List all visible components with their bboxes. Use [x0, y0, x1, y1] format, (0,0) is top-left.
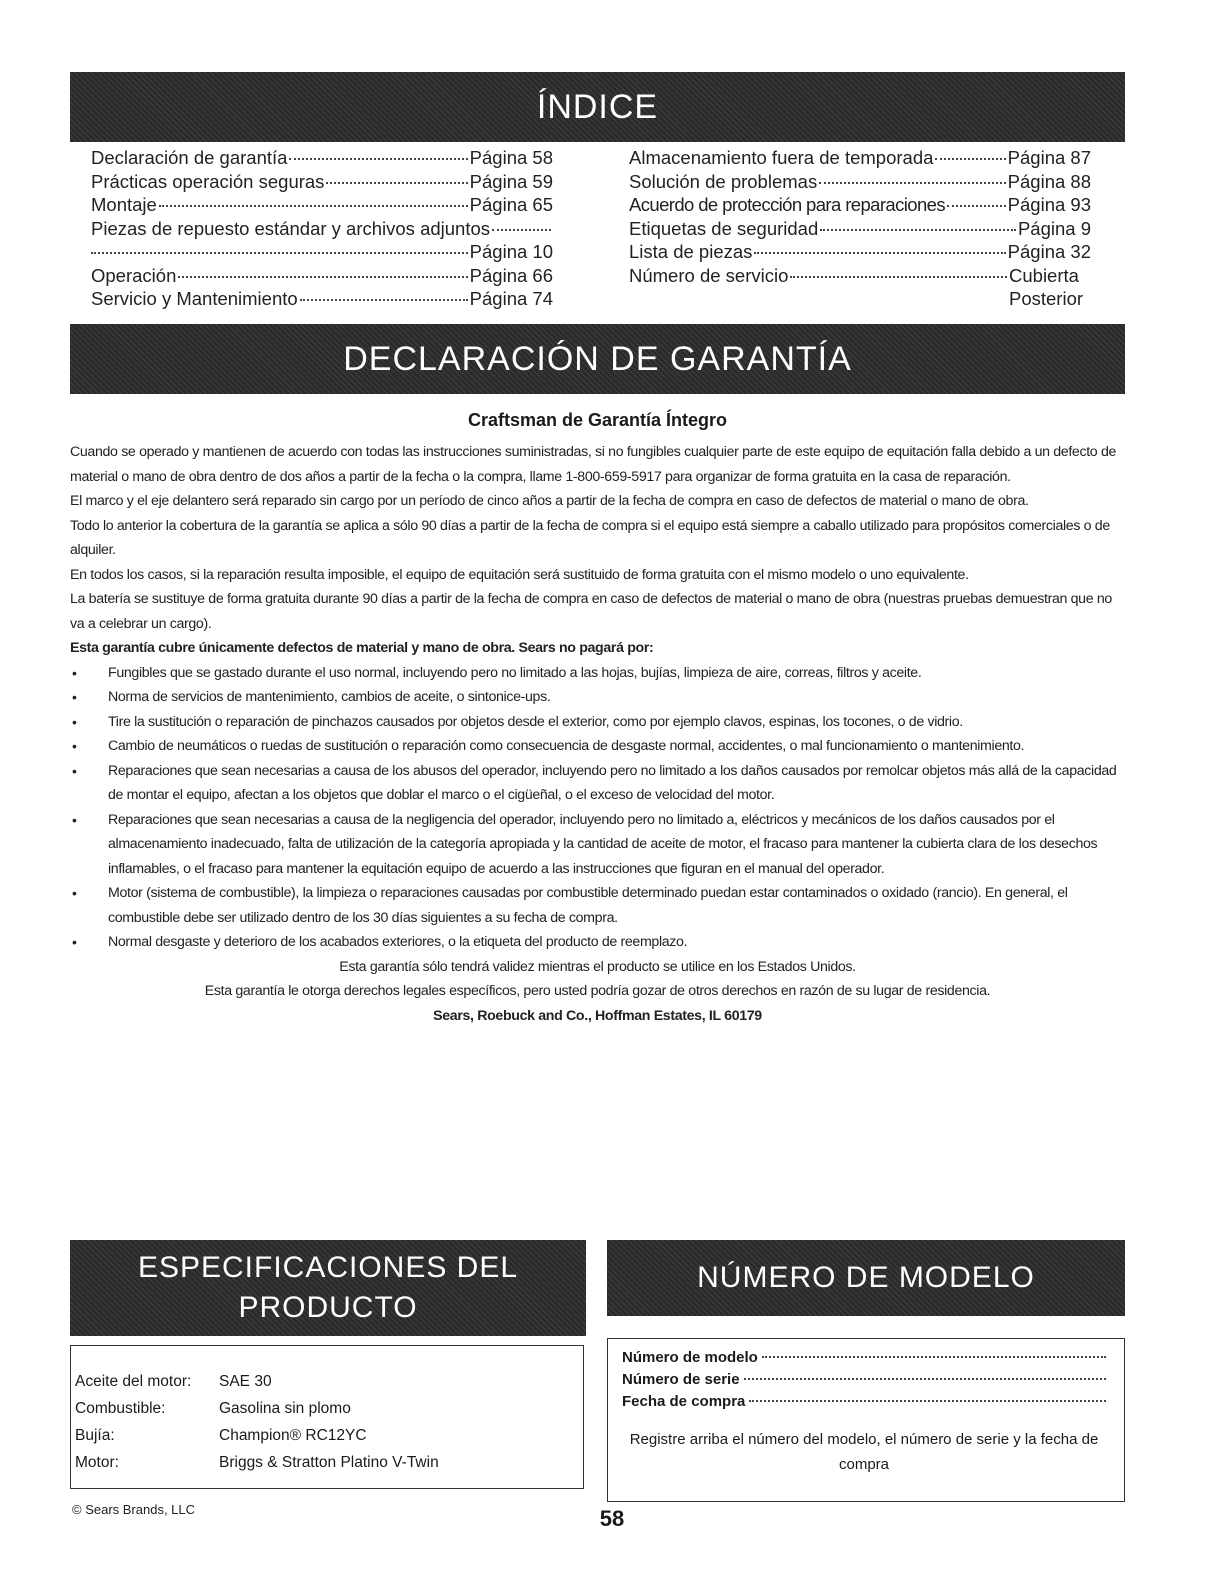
toc-page: Página 88	[1007, 170, 1091, 192]
toc-item[interactable]	[91, 193, 553, 217]
toc-page: Página 74	[469, 288, 553, 309]
toc-label: Acuerdo de protección para reparaciones	[629, 194, 945, 215]
toc-page: Página 9	[1017, 217, 1091, 239]
toc-item-continued[interactable]	[91, 240, 553, 264]
toc-label: Almacenamiento fuera de temporada	[629, 147, 934, 168]
spec-table	[70, 1345, 584, 1489]
toc-page: Página 66	[469, 264, 553, 286]
toc-page: Cubierta	[1009, 264, 1079, 286]
warranty-paragraph: Todo lo anterior la cobertura de la garantía se aplica a sólo 90 días a partir de la fecha de compra si el equipo está siempre a caballo utilizado para propósitos comerciales o de alquiler.	[70, 517, 1110, 558]
toc-label: Operación	[91, 264, 177, 286]
toc-item[interactable]	[629, 170, 1091, 194]
especificaciones-banner	[70, 1240, 586, 1336]
toc-label: Etiquetas de seguridad	[629, 217, 819, 239]
warranty-paragraph: Cuando se operado y mantienen de acuerdo con todas las instrucciones suministradas, si no fungibles cualquier parte de este equipo de equitación falla debido a un defecto de material o mano de obra dentro de dos años a partir de la fecha o la compra, llame 1-800-659-5917 para organizar de forma gratuita en la casa de reparación.	[70, 444, 1117, 485]
toc-item[interactable]	[629, 193, 1091, 217]
warranty-paragraph: La batería se sustituye de forma gratuita durante 90 días a partir de la fecha de compra en caso de defectos de material o mano de obra (nuestras pruebas demuestran que no va a celebrar un cargo).	[70, 591, 1112, 632]
toc-label: Declaración de garantía	[91, 147, 288, 168]
especificaciones-title-line2: PRODUCTO	[238, 1291, 418, 1324]
indice-banner	[70, 72, 1125, 142]
model-note: Registre arriba el número del modelo, el número de serie y la fecha de compra	[629, 1431, 1099, 1473]
exclusion-item: • Reparaciones que sean necesarias a causa de los abusos del operador, incluyendo pero no limitado a los daños causados por remolcar objetos más allá de la capacidad de montar el equipo, afectan a los objetos que doblar el marco o el cigüeñal, o el exceso de velocidad del motor.	[70, 759, 1125, 808]
toc-page-continued: Posterior	[1009, 288, 1084, 309]
copyright: © Sears Brands, LLC	[72, 1502, 196, 1517]
toc-label: Número de servicio	[629, 264, 789, 286]
purchase-date-field[interactable]	[622, 1391, 1106, 1413]
toc-item[interactable]	[91, 170, 553, 194]
garantia-banner	[70, 324, 1125, 394]
toc-item[interactable]	[91, 264, 553, 288]
page-number: 58	[599, 1506, 625, 1531]
toc-label: Servicio y Mantenimiento	[91, 288, 298, 309]
rights-note: Esta garantía le otorga derechos legales específicos, pero usted podría gozar de otros derechos en razón de su lugar de residencia.	[204, 983, 991, 999]
serial-number-field[interactable]	[622, 1369, 1106, 1391]
toc-page: Página 93	[1007, 194, 1091, 215]
spec-row	[75, 1449, 583, 1476]
toc-right-column	[629, 146, 1091, 311]
toc-page: Página 87	[1007, 147, 1091, 168]
toc-page: Página 10	[469, 241, 553, 262]
validity-note: Esta garantía sólo tendrá validez mientras el producto se utilice en los Estados Unidos.	[339, 958, 856, 975]
indice-title: ÍNDICE	[536, 88, 659, 126]
spec-row	[75, 1368, 583, 1395]
field-label: Número de serie	[622, 1371, 740, 1388]
modelo-title: NÚMERO DE MODELO	[697, 1261, 1035, 1294]
modelo-banner	[607, 1240, 1125, 1316]
warranty-body	[70, 440, 1125, 1028]
toc-item[interactable]	[629, 240, 1091, 264]
exclusion-item: • Fungibles que se gastado durante el uso normal, incluyendo pero no limitado a las hojas, bujías, limpieza de aire, correas, filtros y aceite.	[70, 661, 1125, 686]
exclusion-item: • Normal desgaste y deterioro de los acabados exteriores, o la etiqueta del producto de reemplazo.	[70, 930, 1125, 955]
spec-key: Aceite del motor:	[75, 1373, 192, 1390]
spec-key: Bujía:	[75, 1427, 115, 1444]
toc-page: Página 59	[469, 170, 553, 192]
toc-label: Solución de problemas	[629, 170, 818, 192]
spec-value: Gasolina sin plomo	[219, 1400, 351, 1417]
warranty-paragraph: En todos los casos, si la reparación resulta imposible, el equipo de equitación será sustituido de forma gratuita con el mismo modelo o uno equivalente.	[70, 566, 969, 583]
exclusion-item: • Reparaciones que sean necesarias a causa de la negligencia del operador, incluyendo pero no limitado a, eléctricos y mecánicos de los daños causados por el almacenamiento inadecuado, falta de utilización de la categoría apropiada y la cantidad de aceite de motor, el fracaso para mantener la cubierta clara de los desechos inflamables, o el fracaso para mantener la equitación equipo de acuerdo a las instrucciones que figuran en el manual del operador.	[70, 808, 1125, 882]
spec-key: Combustible:	[75, 1400, 166, 1417]
exclusion-item: • Cambio de neumáticos o ruedas de sustitución o reparación como consecuencia de desgaste normal, accidentes, o mal funcionamiento o mantenimiento.	[70, 734, 1125, 759]
exclusions-heading: Esta garantía cubre únicamente defectos de material y mano de obra. Sears no pagará por:	[70, 640, 654, 656]
spec-row	[75, 1422, 583, 1449]
company-address: Sears, Roebuck and Co., Hoffman Estates, IL 60179	[433, 1007, 762, 1024]
exclusion-item: • Norma de servicios de mantenimiento, cambios de aceite, o sintonice-ups.	[70, 685, 1125, 710]
toc-page: Página 32	[1007, 241, 1091, 262]
toc-page: Página 58	[469, 147, 553, 168]
toc-label: Piezas de repuesto estándar y archivos adjuntos	[91, 217, 491, 239]
especificaciones-title-line1: ESPECIFICACIONES DEL	[137, 1251, 519, 1284]
toc-label: Lista de piezas	[629, 241, 753, 262]
spec-value: Briggs & Stratton Platino V-Twin	[219, 1454, 439, 1471]
model-record-box	[607, 1338, 1125, 1502]
exclusions-list	[70, 661, 1125, 955]
toc-item[interactable]	[91, 287, 553, 311]
toc-page: Página 65	[469, 194, 553, 215]
model-number-field[interactable]	[622, 1347, 1106, 1369]
toc-item[interactable]	[629, 146, 1091, 170]
spec-value: SAE 30	[219, 1373, 272, 1390]
spec-value: Champion® RC12YC	[219, 1427, 367, 1444]
toc-left-column	[91, 146, 553, 311]
spec-key: Motor:	[75, 1454, 119, 1471]
spec-row	[75, 1395, 583, 1422]
warranty-paragraph: El marco y el eje delantero será reparado sin cargo por un período de cinco años a partir de la fecha de compra en caso de defectos de material o mano de obra.	[70, 493, 1029, 509]
garantia-title: DECLARACIÓN DE GARANTÍA	[343, 340, 852, 378]
field-label: Número de modelo	[622, 1349, 758, 1366]
toc-label: Prácticas operación seguras	[91, 170, 325, 192]
toc-item-continued	[629, 287, 1091, 311]
toc-item[interactable]	[629, 217, 1091, 241]
field-label: Fecha de compra	[622, 1393, 746, 1410]
toc-item[interactable]	[629, 264, 1091, 288]
exclusion-item: • Motor (sistema de combustible), la limpieza o reparaciones causadas por combustible determinado puedan estar contaminados o oxidado (rancio). En general, el combustible debe ser utilizado dentro de los 30 días siguientes a su fecha de compra.	[70, 881, 1125, 930]
warranty-subtitle: Craftsman de Garantía Íntegro	[467, 410, 728, 430]
toc-item[interactable]	[91, 146, 553, 170]
exclusion-item: • Tire la sustitución o reparación de pinchazos causados por objetos desde el exterior, como por ejemplo clavos, espinas, los tocones, o de vidrio.	[70, 710, 1125, 735]
toc-item[interactable]	[91, 217, 553, 241]
toc-label: Montaje	[91, 194, 157, 215]
